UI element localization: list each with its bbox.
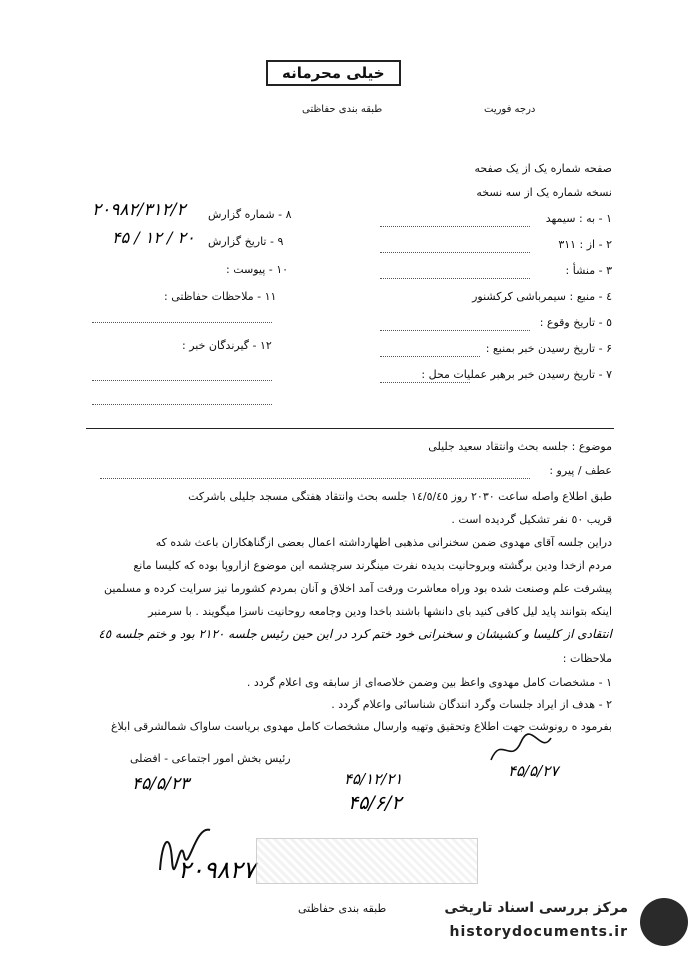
urgency-label: درجه فوریت (484, 104, 536, 115)
dotted-line (380, 382, 470, 383)
middle-date-1: ۴۵/۱۲/۲۱ (344, 770, 403, 788)
body-line-5: پیشرفت علم وصنعت شده بود وراه معاشرت ورفت آمد اخلاق و آنان بمردم کشورما نیز سرایت کرده و مسلمین (104, 582, 612, 595)
body-line-1: طبق اطلاع واصله ساعت ۲۰۳۰ روز ۱٤/٥/٤٥ جلسه بحث وانتقاد هفتگی مسجد جلیلی باشرکت (188, 490, 612, 503)
body-line-4: مردم ازخدا ودین برگشته وبروحانیت بدیده نفرت مینگرند سرچشمه این موضوع ازاروپا بوده که کلیسا مانع (133, 559, 612, 572)
body-line-7-handwritten: انتقادی از کلیسا و کشیشان و سخنرانی خود ختم کرد در این حین رئیس جلسه ۲۱۲۰ بود و ختم جلسه ٤٥ (98, 627, 612, 641)
section-divider (86, 428, 614, 429)
footer-classification: طبقه بندی حفاظتی (298, 902, 387, 915)
page-number-field: صفحه شماره یک از یک صفحه (474, 162, 612, 175)
remark-2: ۲ - هدف از ایراد جلسات وگرد انندگان شناسائی واعلام گردد . (331, 698, 612, 711)
report-number-value: ۲۰۹۸۲/۳۱۲/۲ (92, 200, 186, 220)
report-date-value: ۲۰ / ۱۲ / ۴۵ (112, 228, 195, 247)
dotted-line (92, 322, 272, 323)
dotted-line (380, 226, 530, 227)
report-date-label: ۹ - تاریخ گزارش (208, 235, 284, 248)
field-source-date: ۶ - تاریخ رسیدن خبر بمنبع : (485, 342, 612, 355)
field-from: ۲ - از : ۳۱۱ (558, 238, 612, 251)
copy-number-field: نسخه شماره یک از سه نسخه (476, 186, 612, 199)
field-to: ۱ - به : سیمهد (545, 212, 612, 225)
field-occurrence-date: ٥ - تاریخ وقوع : (539, 316, 612, 329)
security-notes-label: ۱۱ - ملاحظات حفاظتی : (164, 290, 277, 303)
body-line-2: قریب ٥٠ نفر تشکیل گردیده است . (451, 513, 612, 526)
watermark-url: historydocuments.ir (449, 924, 628, 940)
handwritten-number: ۲۰۹۸۲۷ (178, 856, 256, 884)
classification-label: طبقه بندی حفاظتی (302, 104, 383, 115)
middle-date-2: ۴۵/۶/۲ (348, 792, 402, 814)
signature-scribble (150, 810, 220, 880)
remarks-heading: ملاحظات : (562, 652, 612, 665)
right-signature-date: ۴۵/۵/۲۷ (508, 762, 559, 780)
subject-line: موضوع : جلسه بحث وانتقاد سعید جلیلی (428, 440, 612, 453)
field-source: ٤ - منبع : سیمرباشی کرکشنور (472, 290, 612, 303)
reference-line: عطف / پیرو : (549, 464, 612, 477)
dotted-line (92, 404, 272, 405)
dotted-line (380, 356, 480, 357)
body-line-6: اینکه بتوانند پاید لیل کافی کنید بای دانشها باشند باخدا ودین وجامعه روحانیت ناسزا میگویند . با سرمنبر (148, 605, 612, 618)
dotted-line (380, 252, 530, 253)
department-signature: رئیس بخش امور اجتماعی - افضلی (130, 752, 291, 765)
watermark-title: مرکز بررسی اسناد تاریخی (444, 900, 628, 916)
dotted-line (100, 478, 530, 479)
remark-1: ۱ - مشخصات کامل مهدوی واعظ بین وضمن خلاصه‌ای از سابقه وی اعلام گردد . (246, 676, 612, 689)
attachment-label: ۱۰ - پیوست : (226, 263, 289, 276)
recipients-label: ۱۲ - گیرندگان خبر : (182, 339, 272, 352)
field-operations-date: ۷ - تاریخ رسیدن خبر برهبر عملیات محل : (421, 368, 612, 381)
faded-stamp (256, 838, 478, 884)
dotted-line (380, 278, 530, 279)
classification-stamp: خیلی محرمانه (266, 60, 401, 86)
closing-line: بفرمود ه رونوشت جهت اطلاع وتحقیق وتهیه وارسال مشخصات کامل مهدوی بریاست ساواک شمالشرقی ابلاغ (110, 720, 612, 733)
department-date: ۴۵/۵/۲۳ (132, 774, 190, 794)
report-number-label: ۸ - شماره گزارش (208, 208, 292, 221)
body-line-3: دراین جلسه آقای مهدوی ضمن سخنرانی مذهبی اظهارداشته اعمال بعضی ازگناهکاران باعث شده که (155, 536, 612, 549)
archive-logo-icon (640, 898, 688, 946)
field-origin: ۳ - منشأ : (565, 264, 612, 277)
signature-scribble (486, 730, 556, 770)
dotted-line (380, 330, 530, 331)
dotted-line (92, 380, 272, 381)
